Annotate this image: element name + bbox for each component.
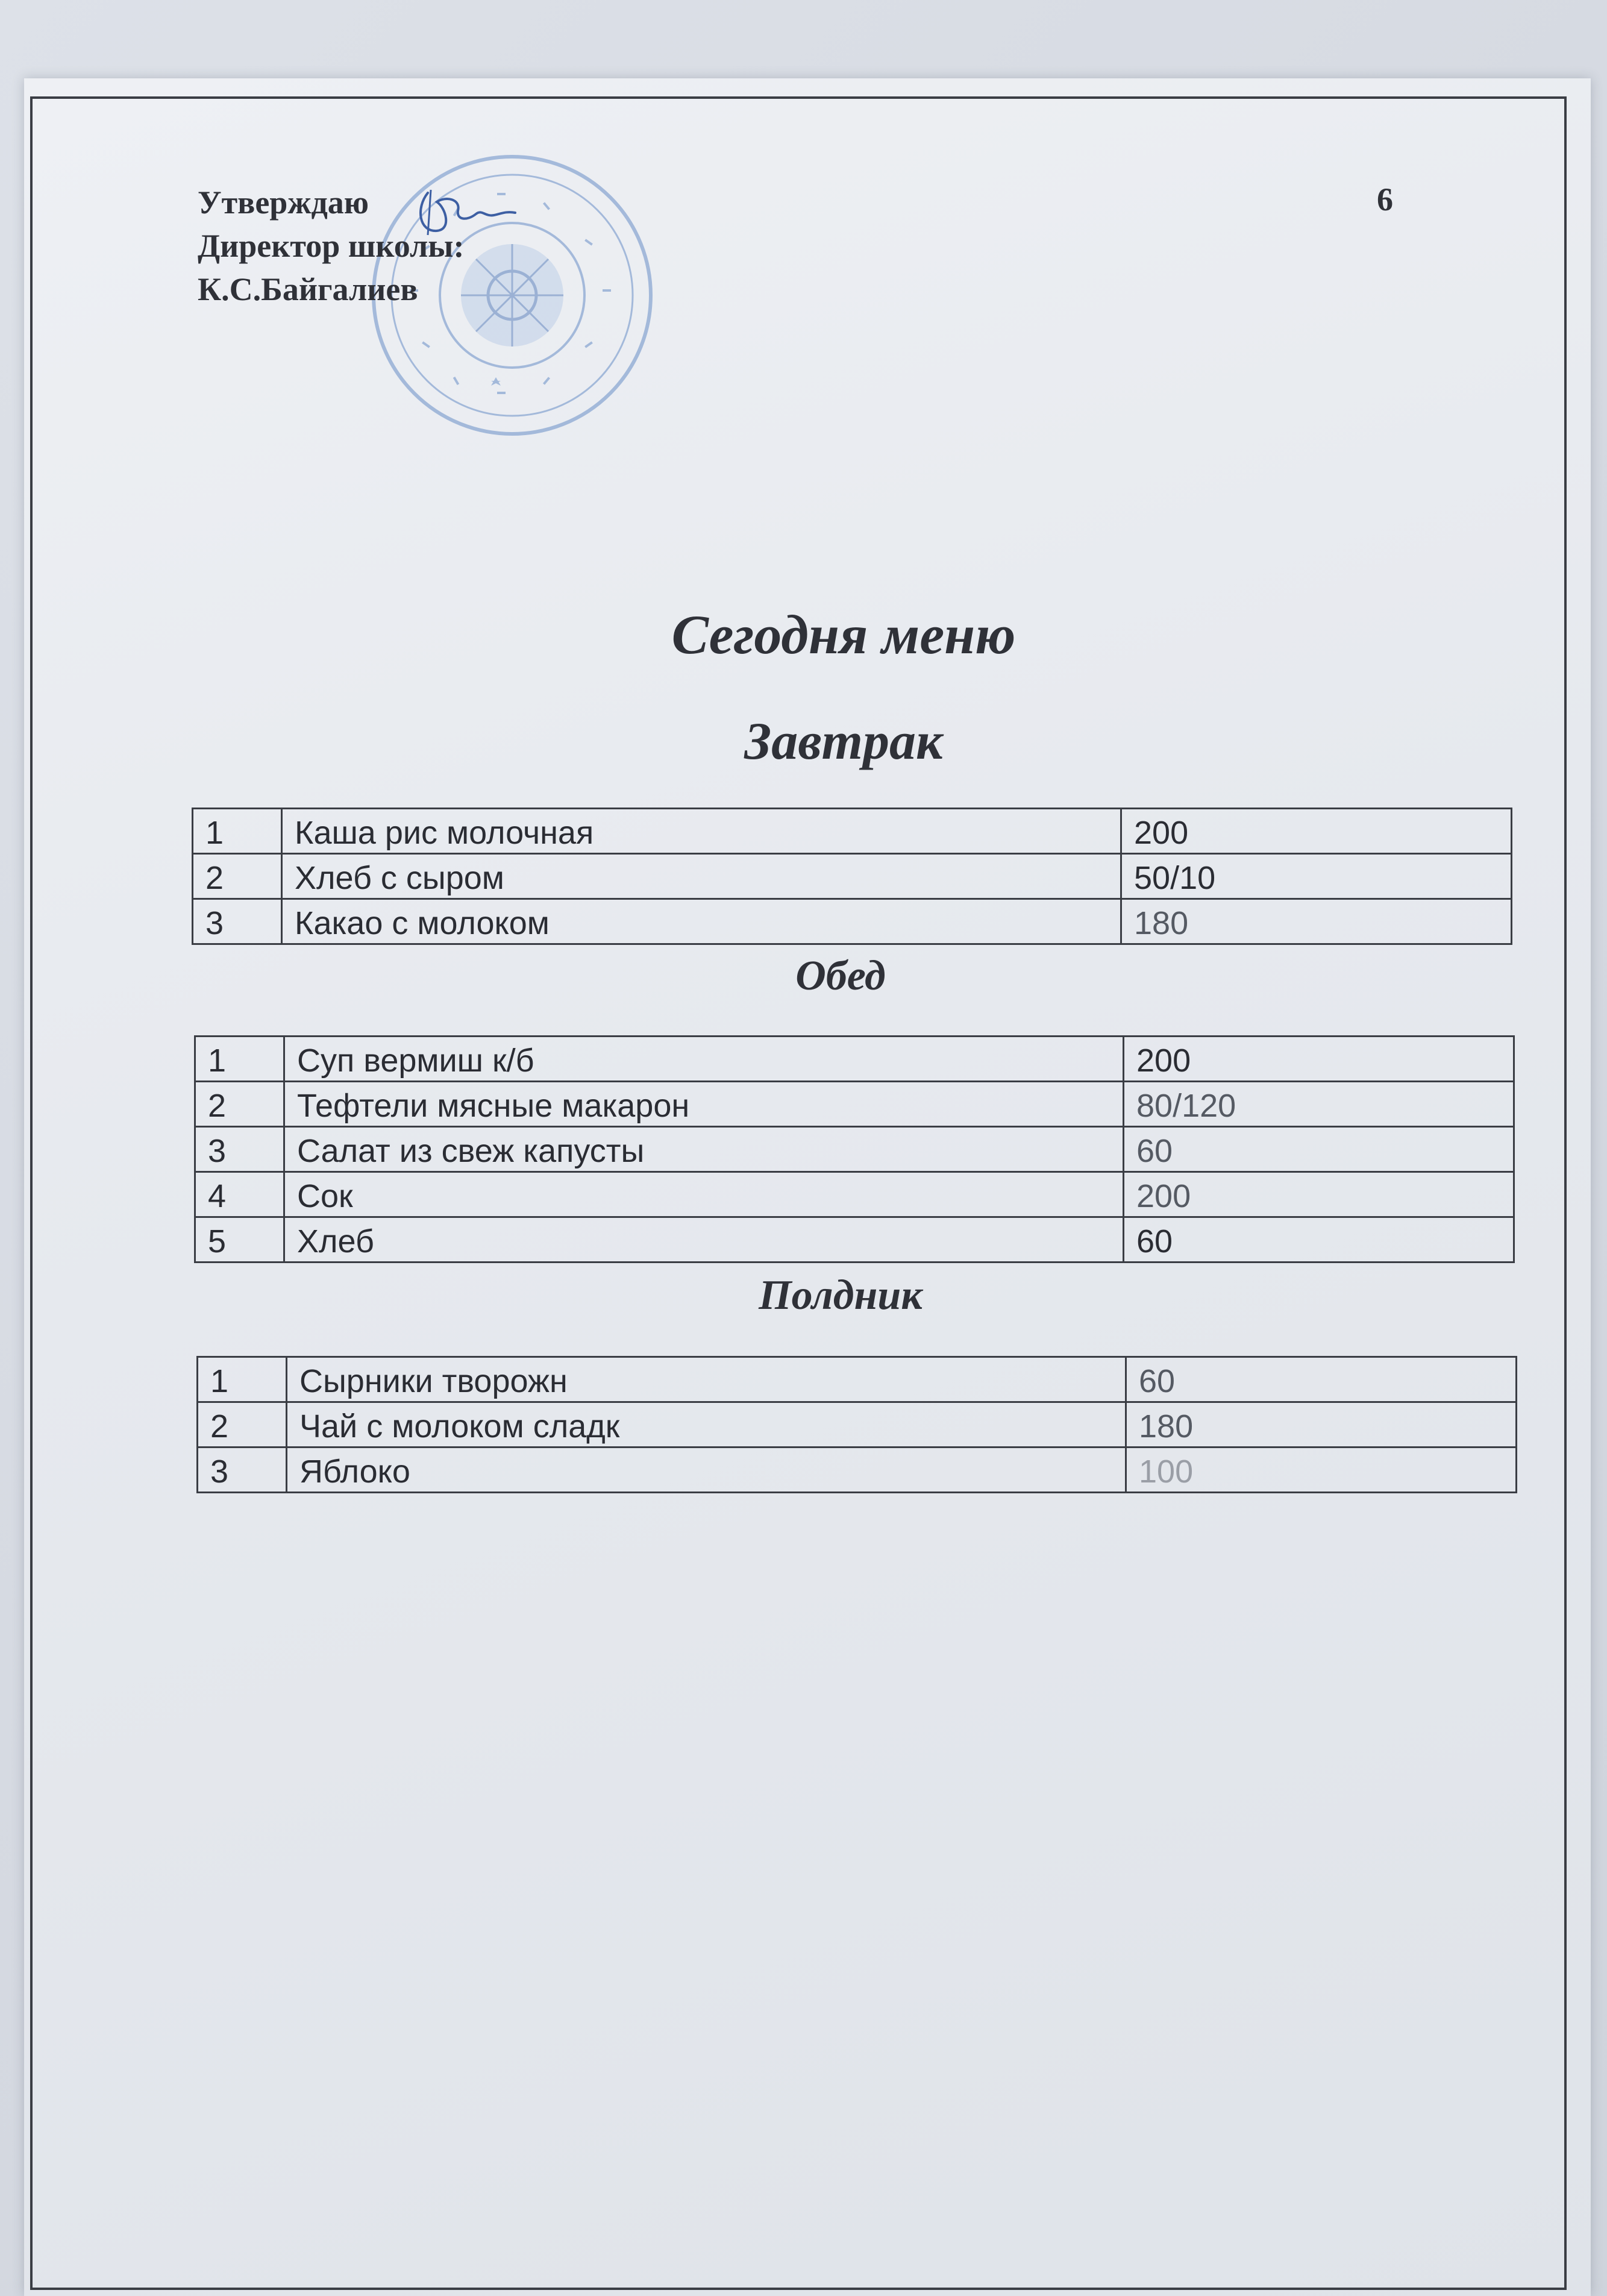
dish-name: Тефтели мясные макарон — [284, 1082, 1124, 1127]
lunch-table — [194, 1035, 1515, 1263]
table-row — [195, 1172, 1514, 1217]
dish-name: Яблоко — [287, 1448, 1126, 1493]
dish-name: Суп вермиш к/б — [284, 1037, 1124, 1082]
director-name: К.С.Байгалиев — [198, 271, 418, 307]
breakfast-table — [192, 808, 1512, 945]
table-row — [198, 1402, 1517, 1448]
portion-weight: 60 — [1124, 1127, 1514, 1172]
row-number: 2 — [193, 854, 282, 899]
row-number: 1 — [193, 809, 282, 854]
portion-weight: 80/120 — [1124, 1082, 1514, 1127]
table-row — [198, 1357, 1517, 1402]
dish-name: Хлеб с сыром — [282, 854, 1121, 899]
row-number: 4 — [195, 1172, 284, 1217]
dish-name: Сок — [284, 1172, 1124, 1217]
row-number: 3 — [195, 1127, 284, 1172]
director-position: Директор школы: — [198, 228, 465, 264]
row-number: 5 — [195, 1217, 284, 1262]
dish-name: Хлеб — [284, 1217, 1124, 1262]
portion-weight: 100 — [1126, 1448, 1517, 1493]
table-row — [193, 899, 1512, 944]
dish-name: Чай с молоком сладк — [287, 1402, 1126, 1448]
section-title-breakfast: Завтрак — [744, 712, 943, 771]
dish-name: Салат из свеж капусты — [284, 1127, 1124, 1172]
section-title-snack: Полдник — [759, 1272, 923, 1319]
portion-weight: 200 — [1124, 1172, 1514, 1217]
page-number: 6 — [1377, 181, 1393, 218]
portion-weight: 180 — [1126, 1402, 1517, 1448]
row-number: 2 — [195, 1082, 284, 1127]
row-number: 2 — [198, 1402, 287, 1448]
row-number: 3 — [198, 1448, 287, 1493]
approve-label: Утверждаю — [198, 184, 369, 221]
table-row — [195, 1127, 1514, 1172]
table-row — [195, 1082, 1514, 1127]
signature-icon — [410, 184, 530, 238]
portion-weight: 180 — [1121, 899, 1512, 944]
row-number: 1 — [198, 1357, 287, 1402]
table-row — [198, 1448, 1517, 1493]
portion-weight: 200 — [1124, 1037, 1514, 1082]
row-number: 1 — [195, 1037, 284, 1082]
section-title-lunch: Обед — [795, 953, 886, 999]
row-number: 3 — [193, 899, 282, 944]
portion-weight: 60 — [1124, 1217, 1514, 1262]
portion-weight: 60 — [1126, 1357, 1517, 1402]
snack-table — [196, 1356, 1517, 1493]
portion-weight: 200 — [1121, 809, 1512, 854]
dish-name: Каша рис молочная — [282, 809, 1121, 854]
dish-name: Какао с молоком — [282, 899, 1121, 944]
portion-weight: 50/10 — [1121, 854, 1512, 899]
table-row — [193, 854, 1512, 899]
dish-name: Сырники творожн — [287, 1357, 1126, 1402]
table-row — [195, 1037, 1514, 1082]
table-row — [195, 1217, 1514, 1262]
table-row — [193, 809, 1512, 854]
page-title: Сегодня меню — [671, 604, 1016, 665]
